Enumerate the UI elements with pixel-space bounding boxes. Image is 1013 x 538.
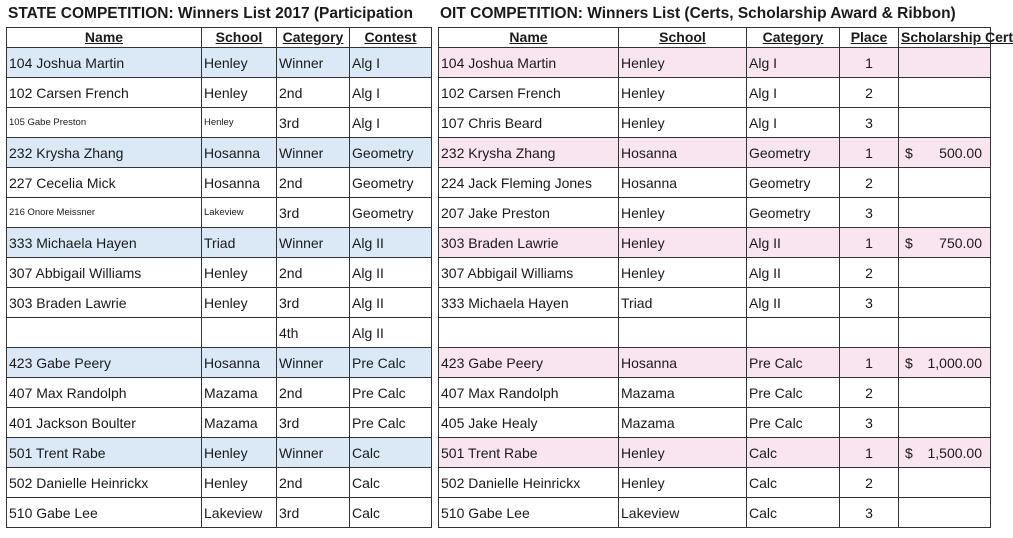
oit-table-row [439,498,991,528]
oit-header-name: Name [439,28,619,48]
state-table-row [7,498,432,528]
state-cell-category: 2nd [277,168,350,198]
state-cell-school: Mazama [202,408,277,438]
state-cell-category: 4th [277,318,350,348]
oit-table-row [439,48,991,78]
oit-cell-place: 3 [840,288,899,318]
oit-cell-school: Hosanna [619,138,747,168]
state-cell-contest: Pre Calc [350,408,432,438]
oit-cell-category: Geometry [747,168,840,198]
oit-cell-place: 2 [840,378,899,408]
oit-cell-place: 3 [840,108,899,138]
oit-cell-scholarship [899,78,991,108]
state-cell-category: 3rd [277,198,350,228]
oit-table-row [439,288,991,318]
state-cell-contest: Alg I [350,108,432,138]
state-cell-contest: Geometry [350,138,432,168]
state-cell-school: Hosanna [202,138,277,168]
oit-cell-category: Alg II [747,258,840,288]
oit-cell-name: 232 Krysha Zhang [439,138,619,168]
oit-cell-scholarship [899,318,991,348]
oit-header-row [439,28,991,48]
state-cell-name [7,318,202,348]
state-cell-contest: Alg II [350,288,432,318]
state-cell-contest: Alg II [350,258,432,288]
state-winners-table [6,27,432,528]
oit-cell-scholarship [899,348,991,378]
oit-cell-scholarship [899,468,991,498]
state-cell-school: Henley [202,108,277,138]
oit-cell-scholarship [899,408,991,438]
oit-table-row [439,258,991,288]
state-cell-school: Triad [202,228,277,258]
state-cell-category: 2nd [277,258,350,288]
oit-cell-name: 501 Trent Rabe [439,438,619,468]
state-cell-contest: Calc [350,468,432,498]
state-cell-name: 102 Carsen French [7,78,202,108]
oit-cell-name: 224 Jack Fleming Jones [439,168,619,198]
state-cell-category: Winner [277,48,350,78]
state-cell-category: Winner [277,138,350,168]
state-table-row [7,138,432,168]
state-cell-category: 3rd [277,108,350,138]
oit-cell-school: Henley [619,198,747,228]
state-cell-school: Lakeview [202,198,277,228]
oit-cell-name: 207 Jake Preston [439,198,619,228]
oit-cell-school: Henley [619,78,747,108]
oit-cell-name: 307 Abbigail Williams [439,258,619,288]
state-cell-school: Henley [202,438,277,468]
oit-cell-school: Mazama [619,378,747,408]
currency-symbol: $ [905,444,913,461]
state-cell-contest: Calc [350,438,432,468]
state-cell-category: 2nd [277,378,350,408]
oit-table-row [439,228,991,258]
oit-cell-category: Geometry [747,198,840,228]
oit-cell-category: Geometry [747,138,840,168]
state-cell-category: 3rd [277,498,350,528]
state-cell-category: 2nd [277,468,350,498]
state-cell-contest: Geometry [350,168,432,198]
scholarship-amount: 500.00 [939,144,982,161]
oit-cell-place: 2 [840,168,899,198]
oit-cell-place: 2 [840,78,899,108]
oit-cell-category: Alg II [747,288,840,318]
oit-cell-name: 104 Joshua Martin [439,48,619,78]
oit-cell-place: 1 [840,348,899,378]
oit-cell-school [619,318,747,348]
state-cell-school [202,318,277,348]
oit-rows [439,48,991,528]
oit-cell-place: 3 [840,498,899,528]
state-cell-category: 3rd [277,288,350,318]
oit-table-row [439,408,991,438]
oit-cell-name: 303 Braden Lawrie [439,228,619,258]
oit-cell-place: 2 [840,468,899,498]
state-table-row [7,288,432,318]
oit-cell-category: Alg I [747,108,840,138]
oit-cell-school: Hosanna [619,348,747,378]
oit-cell-school: Henley [619,48,747,78]
oit-cell-category: Calc [747,468,840,498]
oit-cell-school: Triad [619,288,747,318]
oit-cell-scholarship [899,258,991,288]
state-cell-name: 423 Gabe Peery [7,348,202,378]
state-header-category: Category [277,28,350,48]
oit-cell-scholarship [899,438,991,468]
oit-cell-place: 2 [840,258,899,288]
state-cell-category: Winner [277,228,350,258]
state-cell-contest: Alg I [350,48,432,78]
state-cell-name: 407 Max Randolph [7,378,202,408]
oit-cell-school: Henley [619,228,747,258]
oit-table-row [439,348,991,378]
oit-cell-name: 107 Chris Beard [439,108,619,138]
oit-cell-category: Alg II [747,228,840,258]
state-cell-name: 307 Abbigail Williams [7,258,202,288]
state-cell-school: Henley [202,288,277,318]
state-table-row [7,108,432,138]
oit-cell-name: 510 Gabe Lee [439,498,619,528]
oit-cell-place: 1 [840,48,899,78]
oit-cell-category: Pre Calc [747,378,840,408]
state-table-row [7,48,432,78]
oit-cell-place: 1 [840,228,899,258]
state-table-row [7,258,432,288]
state-cell-school: Henley [202,258,277,288]
oit-competition-title: OIT COMPETITION: Winners List (Certs, Scholarship Award & Ribbon) [440,5,956,22]
oit-cell-name: 333 Michaela Hayen [439,288,619,318]
state-table-row [7,378,432,408]
oit-cell-category: Calc [747,438,840,468]
oit-table-row [439,138,991,168]
oit-table-row [439,318,991,348]
state-cell-school: Henley [202,78,277,108]
scholarship-amount: 1,500.00 [927,444,982,461]
state-table-row [7,198,432,228]
oit-cell-category: Alg I [747,48,840,78]
oit-header-place: Place [840,28,899,48]
oit-table-row [439,108,991,138]
state-cell-category: Winner [277,438,350,468]
state-cell-name: 401 Jackson Boulter [7,408,202,438]
oit-cell-scholarship [899,288,991,318]
state-cell-category: Winner [277,348,350,378]
state-cell-category: 2nd [277,78,350,108]
state-table-row [7,168,432,198]
scholarship-amount: 750.00 [939,234,982,251]
oit-cell-name: 407 Max Randolph [439,378,619,408]
oit-table-row [439,378,991,408]
state-header-name: Name [7,28,202,48]
currency-symbol: $ [905,144,913,161]
state-header-row [7,28,432,48]
state-cell-contest: Pre Calc [350,348,432,378]
oit-cell-place: 1 [840,138,899,168]
state-cell-school: Henley [202,48,277,78]
oit-cell-name: 423 Gabe Peery [439,348,619,378]
currency-symbol: $ [905,354,913,371]
oit-cell-school: Hosanna [619,168,747,198]
oit-cell-school: Mazama [619,408,747,438]
oit-header-school: School [619,28,747,48]
state-cell-school: Mazama [202,378,277,408]
oit-table-row [439,198,991,228]
oit-cell-place: 1 [840,438,899,468]
oit-cell-school: Henley [619,438,747,468]
oit-cell-school: Henley [619,468,747,498]
state-competition-title: STATE COMPETITION: Winners List 2017 (Participation [8,5,413,22]
state-cell-contest: Alg II [350,318,432,348]
state-table-row [7,318,432,348]
state-table-row [7,468,432,498]
oit-cell-name: 102 Carsen French [439,78,619,108]
state-table-row [7,228,432,258]
state-cell-name: 333 Michaela Hayen [7,228,202,258]
oit-cell-place: 3 [840,198,899,228]
state-table-row [7,348,432,378]
oit-table-row [439,468,991,498]
oit-cell-scholarship [899,48,991,78]
oit-cell-place: 3 [840,408,899,438]
oit-header-scholarship: Scholarship Cert [899,28,991,48]
state-cell-contest: Alg I [350,78,432,108]
oit-cell-scholarship [899,378,991,408]
state-cell-school: Lakeview [202,498,277,528]
state-cell-school: Henley [202,468,277,498]
oit-cell-scholarship [899,498,991,528]
oit-table-row [439,438,991,468]
oit-cell-category: Pre Calc [747,348,840,378]
state-table-row [7,78,432,108]
state-cell-name: 105 Gabe Preston [7,108,202,138]
state-cell-contest: Calc [350,498,432,528]
oit-cell-scholarship [899,228,991,258]
oit-cell-scholarship [899,198,991,228]
oit-cell-school: Lakeview [619,498,747,528]
oit-winners-table [438,27,1013,528]
state-table-row [7,438,432,468]
oit-header-category: Category [747,28,840,48]
oit-table-row [439,78,991,108]
state-header-school: School [202,28,277,48]
oit-cell-category [747,318,840,348]
oit-cell-school: Henley [619,108,747,138]
state-cell-name: 501 Trent Rabe [7,438,202,468]
oit-cell-category: Calc [747,498,840,528]
oit-cell-scholarship [899,108,991,138]
state-cell-name: 232 Krysha Zhang [7,138,202,168]
state-rows [7,48,432,528]
state-cell-name: 502 Danielle Heinrickx [7,468,202,498]
oit-cell-school: Henley [619,258,747,288]
oit-cell-name [439,318,619,348]
state-cell-name: 510 Gabe Lee [7,498,202,528]
oit-cell-scholarship [899,138,991,168]
oit-cell-place [840,318,899,348]
state-header-contest: Contest [350,28,432,48]
state-cell-category: 3rd [277,408,350,438]
state-cell-contest: Geometry [350,198,432,228]
state-cell-school: Hosanna [202,168,277,198]
currency-symbol: $ [905,234,913,251]
state-cell-name: 227 Cecelia Mick [7,168,202,198]
oit-cell-name: 405 Jake Healy [439,408,619,438]
state-cell-name: 104 Joshua Martin [7,48,202,78]
oit-table-row [439,168,991,198]
state-cell-contest: Alg II [350,228,432,258]
oit-cell-category: Pre Calc [747,408,840,438]
state-cell-name: 303 Braden Lawrie [7,288,202,318]
oit-cell-category: Alg I [747,78,840,108]
state-cell-contest: Pre Calc [350,378,432,408]
state-cell-name: 216 Onore Meissner [7,198,202,228]
state-table-row [7,408,432,438]
oit-cell-scholarship [899,168,991,198]
state-cell-school: Hosanna [202,348,277,378]
oit-cell-name: 502 Danielle Heinrickx [439,468,619,498]
scholarship-amount: 1,000.00 [927,354,982,371]
